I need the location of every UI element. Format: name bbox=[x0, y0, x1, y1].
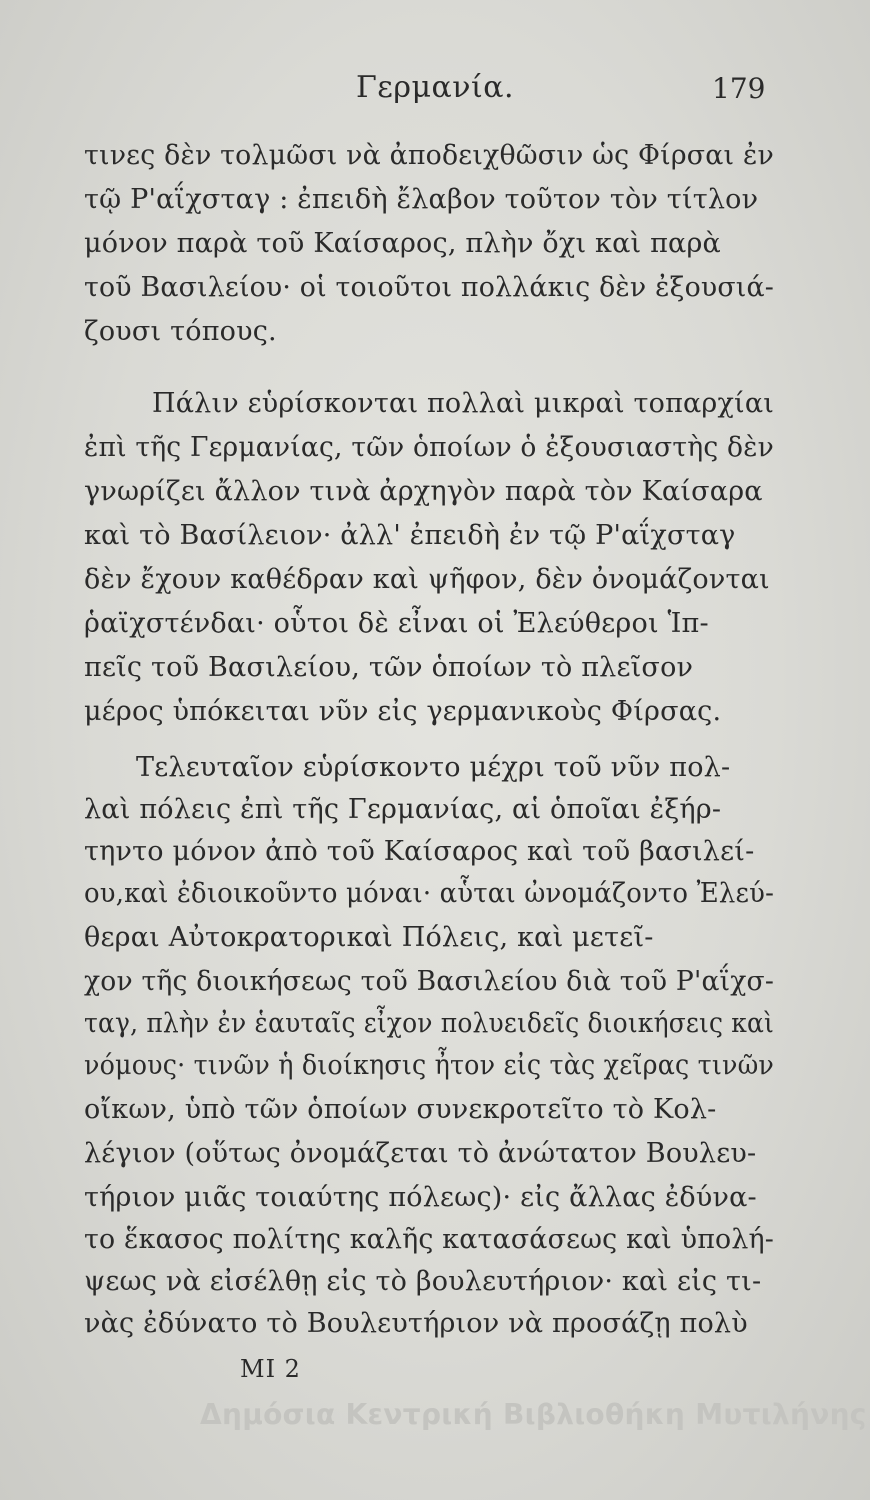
running-header-title: Γερμανία. bbox=[355, 70, 515, 105]
page-number: 179 bbox=[712, 72, 766, 105]
printer-signature-mark: ΜΙ 2 bbox=[240, 1355, 301, 1383]
library-watermark: Δημόσια Κεντρική Βιβλιοθήκη Μυτιλήνης bbox=[200, 1398, 867, 1431]
book-page: Γερμανία. 179 τινες δὲν τολμῶσι νὰ ἀποδειχθῶσιν ὡς Φίρσαι ἐν τῷ Ρ'αΐχσταγ : ἐπειδὴ ἔλαβον τοῦτον τὸν τίτλον μόνον παρὰ τοῦ Καίσαρος, πλὴν ὄχι καὶ παρὰ τοῦ Βασιλείου· οἱ τοιοῦτοι πολλάκις δὲν ἐξουσιά- ζουσι τόπους. Πάλιν εὑρίσκονται πολλαὶ μικραὶ τοπαρχίαι ἐπὶ τῆς Γερμανίας, τῶν ὁποίων ὁ ἐξουσιαστὴς δὲν γνωρίζει ἄλλον τινὰ ἀρχηγὸν παρὰ τὸν Καίσαρα καὶ τὸ Βασίλειον· ἀλλ' ἐπειδὴ ἐν τῷ Ρ'αΐχσταγ δὲν ἔχουν καθέδραν καὶ ψῆφον, δὲν ὀνομάζονται ῥαϊχστένδαι· οὗτοι δὲ εἶναι οἱ Ἐλεύθεροι Ἱπ- πεῖς τοῦ Βασιλείου, τῶν ὁποίων τὸ πλεῖσον μέρος ὑπόκειται νῦν εἰς γερμανικοὺς Φίρσας. Τελευταῖον εὑρίσκοντο μέχρι τοῦ νῦν πολ- λαὶ πόλεις ἐπὶ τῆς Γερμανίας, αἱ ὁποῖαι ἐξήρ- τηντο μόνον ἀπὸ τοῦ Καίσαρος καὶ τοῦ βασιλεί- ου,καὶ ἐδιοικοῦντο μόναι· αὗται ὠνομάζοντο Ἐλεύ- θεραι Αὐτοκρατορικαὶ Πόλεις, καὶ μετεῖ- χον τῆς διοικήσεως τοῦ Βασιλείου διὰ τοῦ Ρ'αΐχσ- ταγ, πλὴν ἐν ἑαυταῖς εἶχον πολυειδεῖς διοικήσεις καὶ νόμους· τινῶν ἡ διοίκησις ἦτον εἰς τὰς χεῖρας τινῶν οἴκων, ὑπὸ τῶν ὁποίων συνεκροτεῖτο τὸ Κολ- λέγιον (οὕτως ὀνομάζεται τὸ ἀνώτατον Βουλευ- τήριον μιᾶς τοιαύτης πόλεως)· εἰς ἄλλας ἐδύνα- το ἕκασος πολίτης καλῆς κατασάσεως καὶ ὑπολή- ψεως νὰ εἰσέλθῃ εἰς τὸ βουλευτήριον· καὶ εἰς τι- νὰς ἐδύνατο τὸ Βουλευτήριον νὰ προσάζῃ πολὺ ΜΙ 2 Δημόσια Κεντρική Βιβλιοθήκη Μυτιλήνης bbox=[0, 0, 870, 1500]
